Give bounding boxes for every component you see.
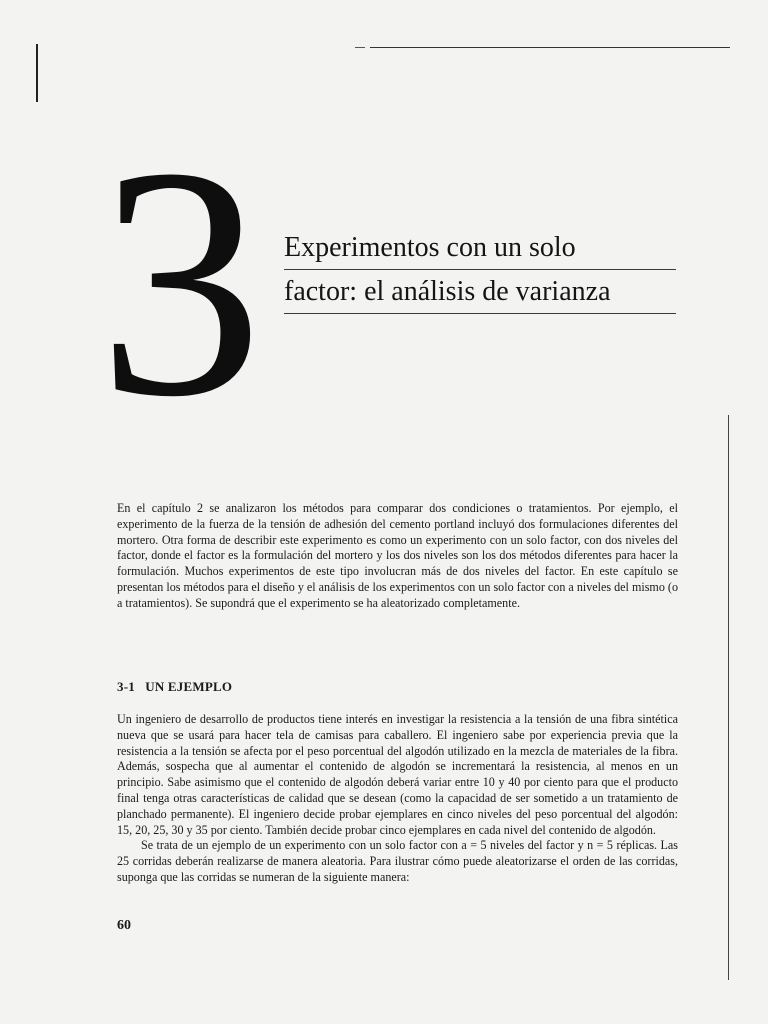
top-rule: [370, 47, 730, 48]
chapter-title-line-1: Experimentos con un solo: [284, 226, 676, 270]
left-margin-rule: [36, 44, 38, 102]
chapter-title-line-2: factor: el análisis de varianza: [284, 270, 676, 314]
section-heading: 3-1 UN EJEMPLO: [117, 679, 233, 694]
chapter-title: [284, 226, 676, 314]
top-rule-tick: [355, 47, 365, 48]
page-number: 60: [117, 918, 131, 933]
section-paragraph-2: Se trata de un ejemplo de un experimento con un solo factor con a = 5 niveles del factor y n = 5 réplicas. Las 25 corridas deberán realizarse de manera aleatoria. Para ilustrar cómo puede aleatorizarse el orden de las corridas, suponga que las corridas se numeran de la siguiente manera:: [117, 838, 678, 884]
section-paragraph-1: Un ingeniero de desarrollo de productos tiene interés en investigar la resistencia a la tensión de una fibra sintética nueva que se usará para hacer tela de camisas para caballero. El ingeniero sabe por experiencia previa que la resistencia a la tensión se afecta por el peso porcentual del algodón utilizado en la mezcla de materiales de la fibra. Además, sospecha que al aumentar el contenido de algodón se incrementará la resistencia, al menos en un principio. Sabe asimismo que el contenido de algodón deberá variar entre 10 y 40 por ciento para que el producto final tenga otras características de calidad que se desean (como la capacidad de ser sometido a un tratamiento de planchado permanente). El ingeniero decide probar ejemplares en cinco niveles del peso porcentual del algodón: 15, 20, 25, 30 y 35 por ciento. También decide probar cinco ejemplares en cada nivel del contenido de algodón.: [117, 712, 678, 837]
intro-paragraph: En el capítulo 2 se analizaron los métodos para comparar dos condiciones o tratamientos. Por ejemplo, el experimento de la fuerza de la tensión de adhesión del cemento portland incluyó dos formulaciones diferentes del mortero. Otra forma de describir este experimento es como un experimento con un solo factor, con dos niveles del factor, donde el factor es la formulación del mortero y los dos niveles son los dos métodos diferentes para hacer la formulación. Muchos experimentos de este tipo involucran más de dos niveles del factor. En este capítulo se presentan los métodos para el diseño y el análisis de los experimentos con un solo factor con a niveles del mismo (o a tratamientos). Se supondrá que el experimento se ha aleatorizado completamente.: [117, 501, 678, 610]
section-body: [117, 712, 678, 886]
right-margin-rule: [728, 415, 729, 980]
chapter-number: 3: [98, 100, 259, 465]
